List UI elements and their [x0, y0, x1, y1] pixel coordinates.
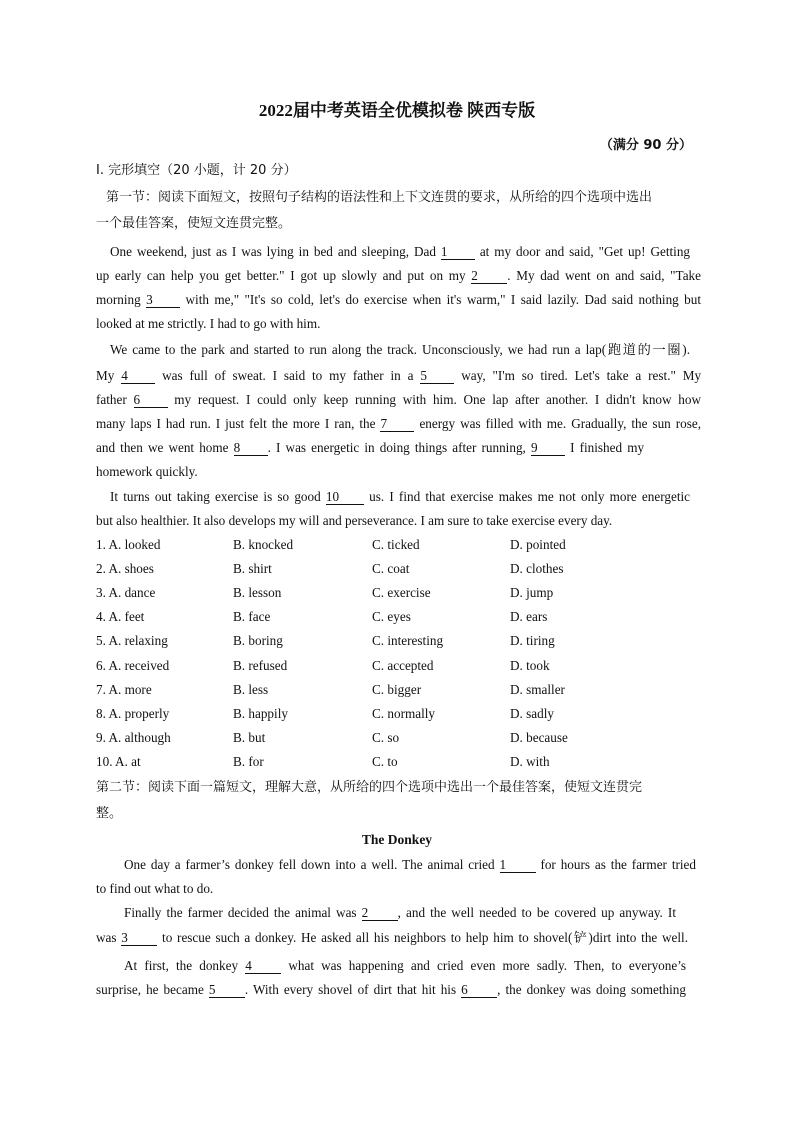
part2-instruction-line1: 第二节：阅读下面一篇短文，理解大意，从所给的四个选项中选出一个最佳答案，使短文连贯完 — [96, 780, 643, 795]
option: C. bigger — [372, 682, 422, 697]
passage1-line: It turns out taking exercise is so good 10 us. I find that exercise makes me not only more energetic — [110, 489, 690, 504]
option: D. smaller — [510, 682, 565, 697]
blank-p2-3: 3 — [121, 930, 157, 946]
option: B. shirt — [233, 561, 272, 576]
option: C. interesting — [372, 633, 444, 648]
passage1-line: We came to the park and started to run along the track. Unconsciously, we had run a lap(跑道的一圈). — [110, 342, 690, 357]
blank-p2-4: 4 — [245, 958, 281, 974]
option: D. clothes — [510, 561, 564, 576]
option: 5. A. relaxing — [96, 633, 168, 648]
total-score: （满分 90 分） — [599, 138, 692, 153]
option: C. eyes — [372, 609, 411, 624]
option: B. boring — [233, 633, 283, 648]
passage2-line: was 3 to rescue such a donkey. He asked all his neighbors to help him to shovel(铲)dirt into the well. — [96, 930, 689, 945]
blank-p2-5: 5 — [209, 982, 245, 998]
option: B. knocked — [233, 537, 294, 552]
option: D. jump — [510, 585, 554, 600]
option: B. refused — [233, 658, 288, 673]
option: B. lesson — [233, 585, 282, 600]
option: B. but — [233, 730, 266, 745]
option: B. less — [233, 682, 269, 697]
option: D. pointed — [510, 537, 566, 552]
option: D. sadly — [510, 706, 554, 721]
option: C. exercise — [372, 585, 431, 600]
option: C. to — [372, 754, 398, 769]
passage2-line: At first, the donkey 4 what was happening and cried even more sadly. Then, to everyone’s — [124, 958, 686, 973]
blank-9: 9 — [531, 440, 565, 456]
option: 10. A. at — [96, 754, 141, 769]
section-heading: Ⅰ. 完形填空（20 小题，计 20 分） — [96, 163, 297, 178]
passage1-line: up early can help you get better." I got up slowly and put on my 2 . My dad went on and said, "Take — [96, 268, 701, 283]
passage1-line: looked at me strictly. I had to go with him. — [96, 316, 321, 331]
passage1-line: and then we went home 8 . I was energetic in doing things after running, 9 I finished my — [96, 440, 645, 455]
option: D. because — [510, 730, 568, 745]
option: 6. A. received — [96, 658, 170, 673]
blank-8: 8 — [234, 440, 268, 456]
blank-3: 3 — [146, 292, 180, 308]
part2-instruction-line2: 整。 — [96, 806, 123, 821]
blank-p2-6: 6 — [461, 982, 497, 998]
passage1-line: but also healthier. It also develops my will and perseverance. I am sure to take exercise every day. — [96, 513, 613, 528]
passage1-line: My 4 was full of sweat. I said to my father in a 5 way, "I'm so tired. Let's take a rest." My — [96, 368, 702, 383]
passage1-line: One weekend, just as I was lying in bed and sleeping, Dad 1 at my door and said, "Get up! Getting — [110, 244, 691, 259]
blank-1: 1 — [441, 244, 475, 260]
option: D. with — [510, 754, 550, 769]
passage2-line: Finally the farmer decided the animal was 2 , and the well needed to be covered up anyway. It — [124, 905, 676, 920]
option: D. took — [510, 658, 550, 673]
blank-p2-2: 2 — [362, 905, 398, 921]
passage2-title: The Donkey — [361, 832, 433, 847]
option: 9. A. although — [96, 730, 171, 745]
option: C. normally — [372, 706, 436, 721]
option: 2. A. shoes — [96, 561, 154, 576]
option: D. tiring — [510, 633, 555, 648]
option: C. accepted — [372, 658, 434, 673]
passage1-line: homework quickly. — [96, 464, 198, 479]
blank-p2-1: 1 — [500, 857, 536, 873]
option: C. ticked — [372, 537, 420, 552]
option: C. so — [372, 730, 400, 745]
blank-5: 5 — [420, 368, 454, 384]
passage1-line: morning 3 with me," "It's so cold, let's do exercise when it's warm," I said lazily. Dad said nothing but — [96, 292, 702, 307]
option: 7. A. more — [96, 682, 152, 697]
blank-2: 2 — [471, 268, 507, 284]
blank-10: 10 — [326, 489, 364, 505]
option: B. face — [233, 609, 271, 624]
part1-instruction-line2: 一个最佳答案，使短文连贯完整。 — [96, 216, 292, 231]
passage1-line: many laps I had run. I just felt the more I ran, the 7 energy was filled with me. Gradually, the sun rose, — [96, 416, 702, 431]
part1-instruction-line1: 第一节：阅读下面短文，按照句子结构的语法性和上下文连贯的要求，从所给的四个选项中选出 — [106, 190, 653, 205]
option: 8. A. properly — [96, 706, 170, 721]
passage1-line: father 6 my request. I could only keep running with him. One lap after another. I didn't know how — [96, 392, 702, 407]
passage2-line: surprise, he became 5 . With every shovel of dirt that hit his 6 , the donkey was doing something — [96, 982, 686, 997]
option: 3. A. dance — [96, 585, 156, 600]
option: B. happily — [233, 706, 288, 721]
option: B. for — [233, 754, 264, 769]
blank-6: 6 — [134, 392, 168, 408]
option: D. ears — [510, 609, 548, 624]
blank-7: 7 — [380, 416, 414, 432]
option: C. coat — [372, 561, 410, 576]
option: 1. A. looked — [96, 537, 161, 552]
blank-4: 4 — [121, 368, 155, 384]
page-title: 2022届中考英语全优模拟卷 陕西专版 — [258, 101, 536, 120]
passage2-line: to find out what to do. — [96, 881, 214, 896]
passage2-line: One day a farmer’s donkey fell down into a well. The animal cried 1 for hours as the farmer tried — [124, 857, 697, 872]
option: 4. A. feet — [96, 609, 145, 624]
